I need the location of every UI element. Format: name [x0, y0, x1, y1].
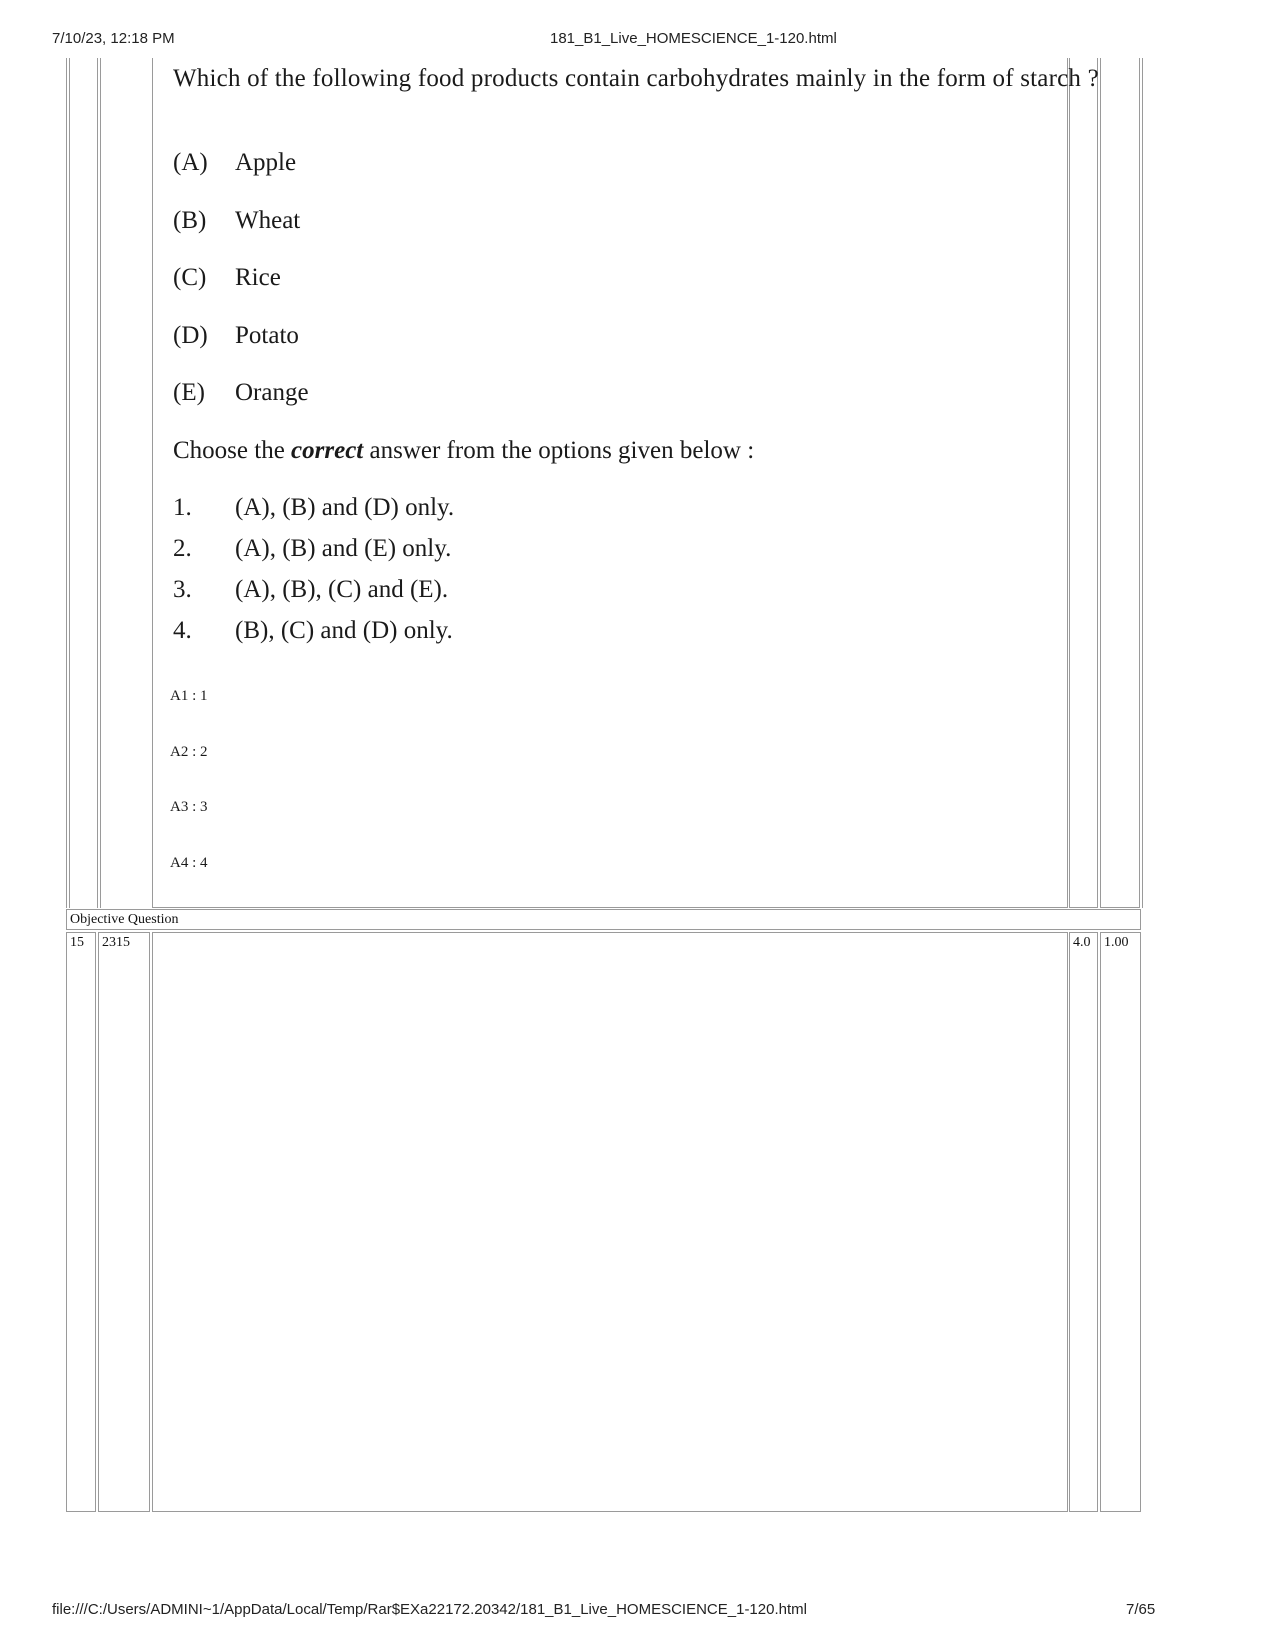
- option-b: [173, 206, 300, 236]
- answer-text: (A), (B), (C) and (E).: [235, 576, 449, 603]
- option-label: (C): [173, 264, 207, 291]
- print-file-path: file:///C:/Users/ADMINI~1/AppData/Local/Temp/Rar$EXa22172.20342/181_B1_Live_HOMESCIENCE_1-120.html: [52, 1601, 807, 1618]
- option-text: Potato: [235, 322, 299, 349]
- next-question-cell: [152, 932, 1068, 1512]
- answer-choice-2: [173, 534, 451, 564]
- answer-number: 2.: [173, 535, 192, 562]
- answer-text: (A), (B) and (E) only.: [235, 535, 452, 562]
- marks-cell-upper: [1069, 58, 1098, 908]
- print-title: 181_B1_Live_HOMESCIENCE_1-120.html: [550, 30, 837, 47]
- answer-text: (A), (B) and (D) only.: [235, 494, 455, 521]
- answer-text: (B), (C) and (D) only.: [235, 617, 453, 644]
- option-label: (D): [173, 322, 208, 349]
- answer-choice-4: [173, 616, 453, 646]
- question-text: Which of the following food products contain carbohydrates mainly in the form of starch ?: [173, 65, 1099, 92]
- answer-choice-1: [173, 493, 454, 523]
- option-text: Rice: [235, 264, 281, 291]
- instruction-prefix: Choose the: [173, 437, 292, 464]
- answer-key-4: A4 : 4: [170, 855, 208, 871]
- option-label: (B): [173, 207, 207, 234]
- option-a: [173, 148, 296, 178]
- option-label: (E): [173, 379, 205, 406]
- serial-number-cell: 15: [66, 932, 96, 1512]
- answer-instruction: [173, 436, 754, 466]
- option-d: [173, 321, 299, 351]
- answer-key-3: A3 : 3: [170, 799, 208, 815]
- question-block: [170, 64, 1105, 871]
- marks-cell: 4.0: [1069, 932, 1098, 1512]
- option-text: Apple: [235, 149, 297, 176]
- option-e: [173, 378, 309, 408]
- answer-key-1: A1 : 1: [170, 688, 208, 704]
- option-text: Orange: [235, 379, 309, 406]
- answer-key-2: A2 : 2: [170, 744, 208, 760]
- answer-number: 3.: [173, 576, 192, 603]
- print-datetime: 7/10/23, 12:18 PM: [52, 30, 175, 47]
- option-text: Wheat: [235, 207, 301, 234]
- question-cell: [152, 58, 1068, 908]
- option-c: [173, 263, 281, 293]
- page-number: 7/65: [1126, 1601, 1156, 1618]
- answer-number: 1.: [173, 494, 192, 521]
- option-label: (A): [173, 149, 208, 176]
- table-border-right: [1139, 58, 1143, 908]
- table-border-col-2: [97, 58, 101, 908]
- question-id-cell: 2315: [98, 932, 150, 1512]
- negative-marks-cell: 1.00: [1100, 932, 1141, 1512]
- negative-cell-upper: [1100, 58, 1140, 908]
- table-border-col-1: [66, 58, 70, 908]
- answer-choice-3: [173, 575, 448, 605]
- answer-number: 4.: [173, 617, 192, 644]
- instruction-suffix: answer from the options given below :: [363, 437, 755, 464]
- question-type-row: Objective Question: [66, 909, 1141, 930]
- instruction-emphasis: correct: [291, 437, 364, 464]
